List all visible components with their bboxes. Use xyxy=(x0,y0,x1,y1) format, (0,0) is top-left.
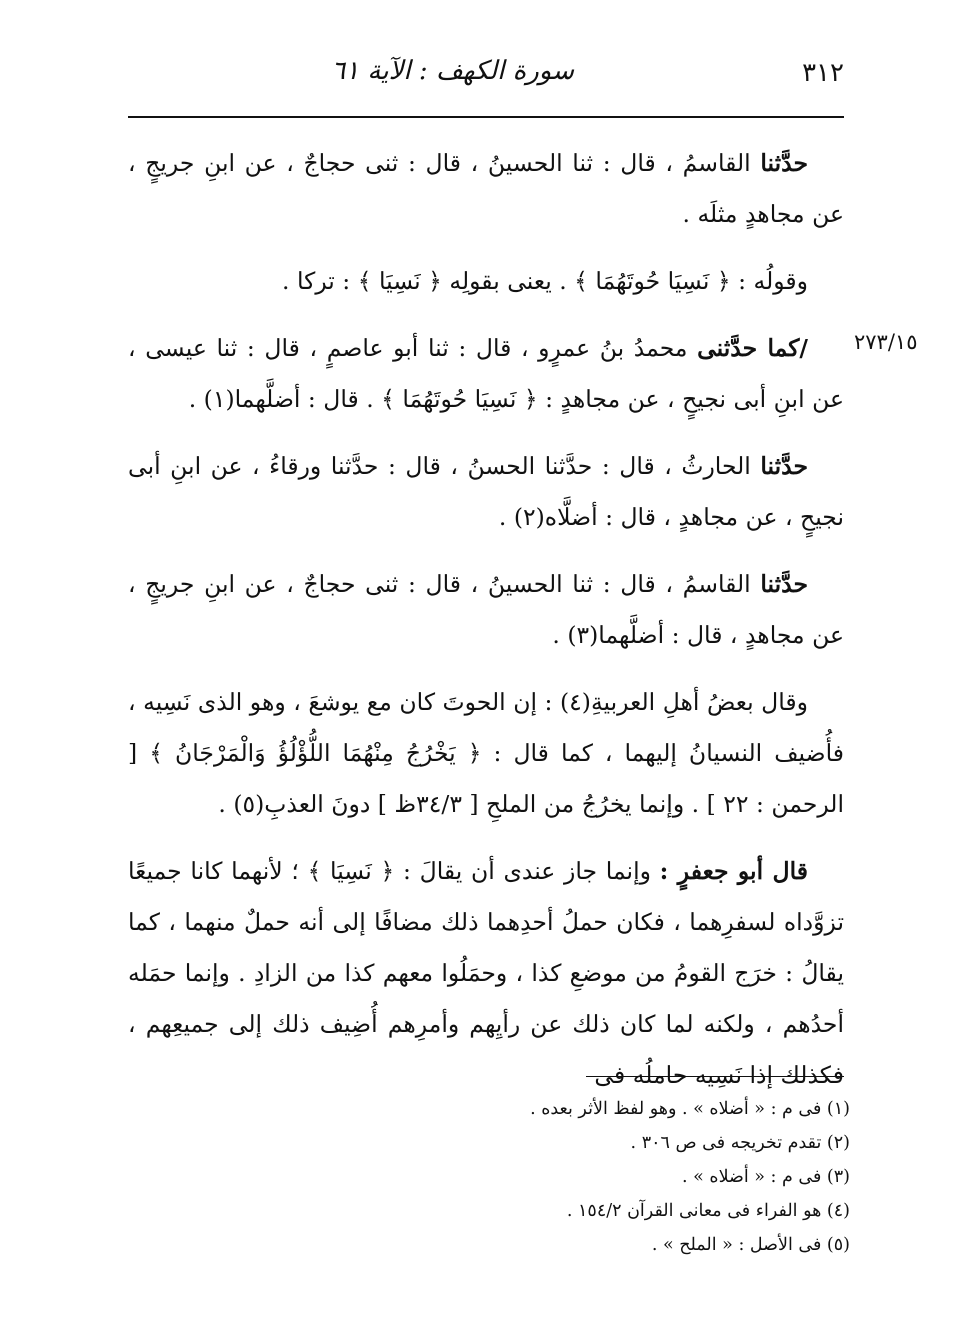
paragraph xyxy=(128,256,844,307)
footnote-rule xyxy=(586,1076,844,1077)
footnote: (٥) فى الأصل : « الملح » . xyxy=(651,1235,850,1255)
paragraph xyxy=(128,559,844,661)
paragraph-text: الحارثُ ، قال : حدَّثنا الحسنُ ، قال : حدَّثنا ورقاءُ ، عن ابنِ أبى نجيحٍ ، عن مجاهدٍ ، قال : أضلَّاه(٢) . xyxy=(128,452,844,531)
paragraph-text: القاسمُ ، قال : ثنا الحسينُ ، قال : ثنى حجاجٌ ، عن ابنِ جريجٍ ، عن مجاهدٍ مثلَه . xyxy=(128,149,844,228)
marginal-reference: ٢٧٣/١٥ xyxy=(854,330,918,354)
running-title: سورة الكهف : الآية ٦١ xyxy=(331,56,574,86)
paragraph-text: وإنما جاز عندى أن يقالَ : ﴿ نَسِيَا ﴾ ؛ لأنهما كانا جميعًا تزوَّداه لسفرِهما ، فكان حملُ أحدِهما ذلك مضافًا إلى أنه حملٌ منهما ، كما يقالُ : خرَج القومُ من موضعِ كذا ، وحمَلُوا معهم كذا من الزادِ . وإنما حمَله أحدُهم ، ولكنه لما كان ذلك عن رأيِهم وأمرِهم أُضِيف ذلك إلى جميعِهم ، فكذلك إذا نَسِيه حاملُه فى xyxy=(128,857,844,1089)
header-rule xyxy=(128,116,844,118)
footnotes xyxy=(400,1092,850,1262)
main-text xyxy=(128,138,844,1117)
paragraph-text: القاسمُ ، قال : ثنا الحسينُ ، قال : ثنى حجاجٌ ، عن ابنِ جريجٍ ، عن مجاهدٍ ، قال : أضلَّهما(٣) . xyxy=(128,570,844,649)
footnote: (٤) هو الفراء فى معانى القرآن ١٥٤/٢ . xyxy=(566,1201,850,1221)
paragraph xyxy=(128,846,844,1101)
page-header xyxy=(128,52,844,96)
footnote: (٣) فى م : « أضلاه » . xyxy=(682,1167,850,1187)
paragraph xyxy=(128,138,844,240)
paragraph-lead: /كما حدَّثنى xyxy=(697,334,809,362)
paragraph-text: وقال بعضُ أهلِ العربيةِ(٤) : إن الحوتَ كان مع يوشعَ ، وهو الذى نَسِيه ، فأُضيف النسيانُ إليهما ، كما قال : ﴿ يَخْرُجُ مِنْهُمَا اللُّؤْلُؤُ وَالْمَرْجَانُ ﴾ [ الرحمن : ٢٢ ] . وإنما يخرُجُ من الملحِ [ ٣٤/٣ظ ] دونَ العذبِ(٥) . xyxy=(128,688,844,818)
footnote: (٢) تقدم تخريجه فى ص ٣٠٦ . xyxy=(630,1133,850,1153)
paragraph-lead: حدَّثنا xyxy=(760,452,808,480)
paragraph-lead: حدَّثنا xyxy=(760,149,808,177)
footnote: (١) فى م : « أضلاه » . وهو لفظ الأثر بعده . xyxy=(530,1099,850,1119)
paragraph xyxy=(128,441,844,543)
paragraph xyxy=(128,323,844,425)
paragraph-text: محمدُ بنُ عمرٍو ، قال : ثنا أبو عاصمٍ ، قال : ثنا عيسى ، عن ابنِ أبى نجيحٍ ، عن مجاهدٍ : ﴿ نَسِيَا حُوتَهُمَا ﴾ . قال : أضلَّهما(١) . xyxy=(128,334,844,413)
paragraph-text: وقولُه : ﴿ نَسِيَا حُوتَهُمَا ﴾ . يعنى بقولِه ﴿ نَسِيَا ﴾ : تركا . xyxy=(282,267,808,295)
paragraph-lead: قال أبو جعفرٍ : xyxy=(659,857,808,885)
paragraph-lead: حدَّثنا xyxy=(760,570,808,598)
page-number: ٣١٢ xyxy=(802,58,844,88)
paragraph xyxy=(128,677,844,830)
